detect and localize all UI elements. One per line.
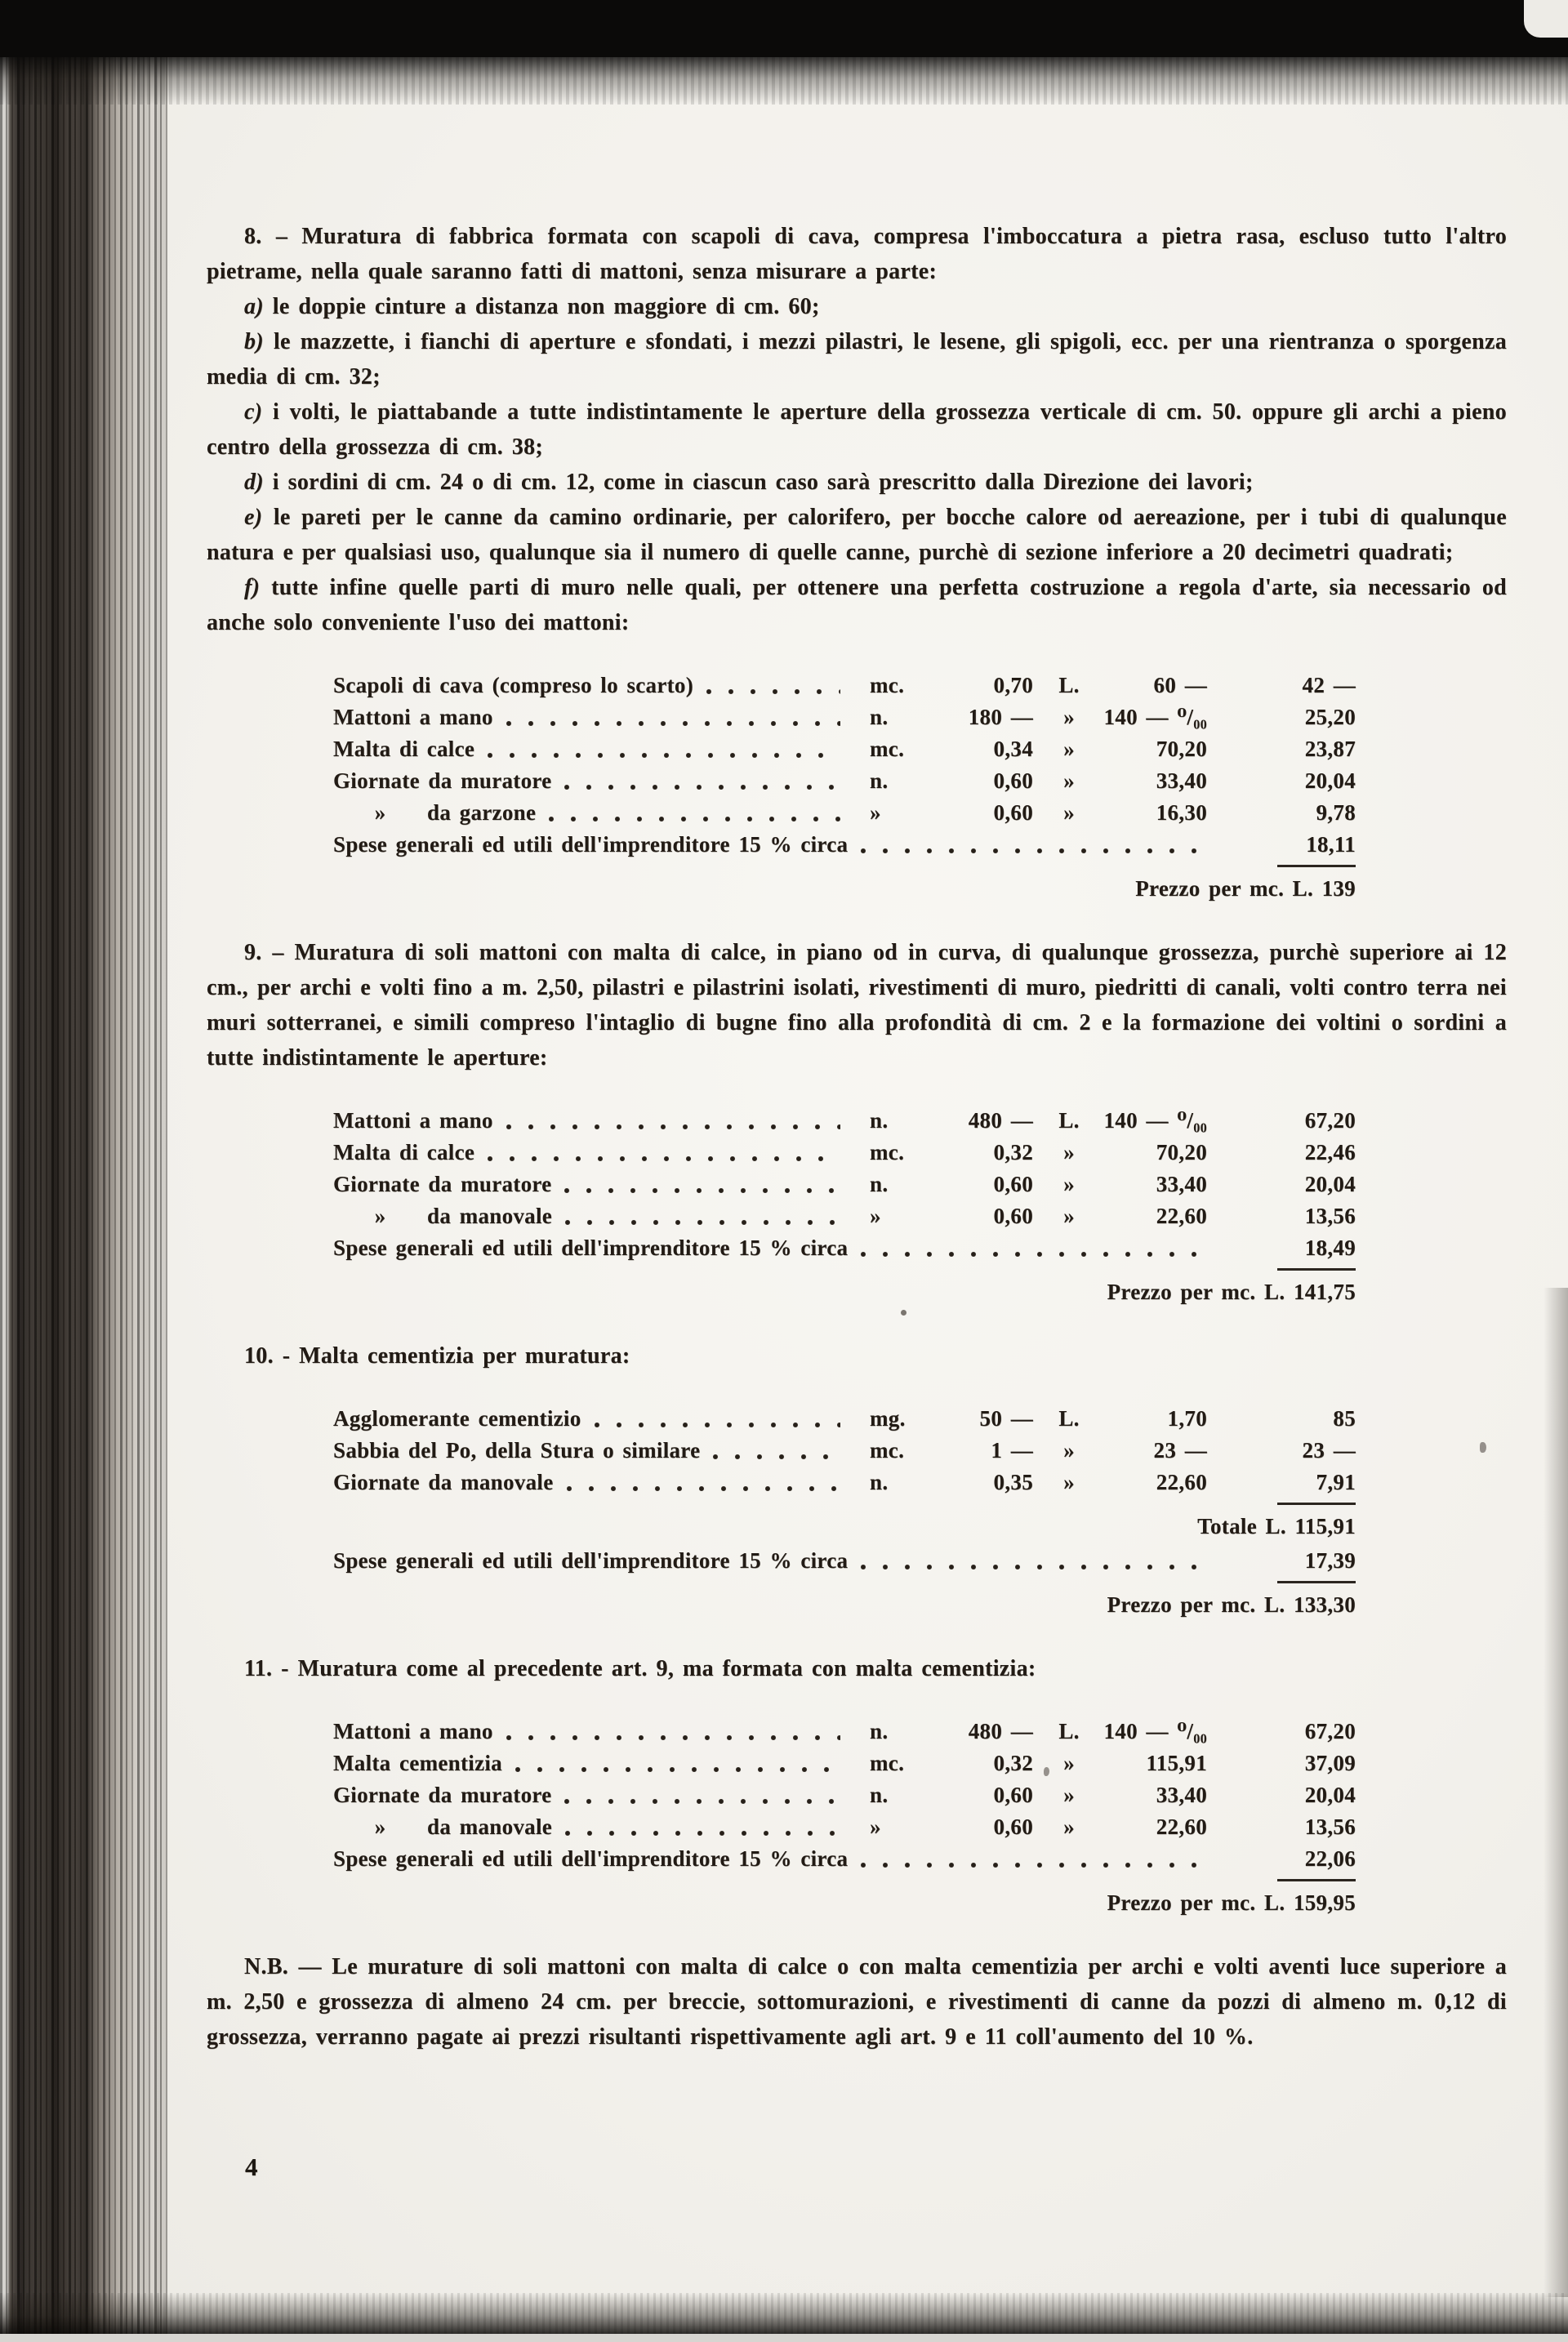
scan-corner-notch (1524, 0, 1568, 38)
row-amount: 67,20 (1304, 1719, 1356, 1743)
row-quantity: 0,60 (993, 800, 1033, 825)
amount-underline (1277, 1581, 1356, 1583)
row-quantity: 1 — (991, 1438, 1033, 1463)
expenses-label: Spese generali ed utili dell'imprenditore 15 % circa (333, 1846, 849, 1871)
row-quantity: 0,60 (993, 1204, 1033, 1228)
row-unit-price: 22,60 (1156, 1814, 1207, 1839)
ditto-mark: » (374, 800, 386, 825)
row-quantity: 480 — (968, 1719, 1033, 1743)
dot-leader (506, 1735, 840, 1740)
table-row (333, 765, 1356, 797)
expenses-row (333, 1843, 1356, 1875)
row-unit: n. (870, 1470, 889, 1494)
price-total-line: Prezzo per mc. L. 139 (1135, 876, 1356, 901)
row-currency: » (1063, 1783, 1075, 1807)
article-8-intro: 8. – Muratura di fabbrica formata con scapoli di cava, compresa l'imboccatura a pietra rasa, escluso tutto l'altro pietrame, nella quale saranno fatti di mattoni, senza misurare a parte: (207, 224, 1507, 284)
dot-leader (706, 689, 840, 694)
expenses-row (333, 829, 1356, 861)
row-quantity: 0,70 (993, 673, 1033, 697)
row-quantity: 0,60 (993, 1172, 1033, 1196)
row-desc: da garzone (427, 800, 537, 825)
row-unit-price: 16,30 (1156, 800, 1207, 825)
row-quantity: 0,60 (993, 1783, 1033, 1807)
row-unit: n. (870, 1172, 889, 1196)
row-unit-price: 115,91 (1146, 1751, 1207, 1775)
price-table-article-11 (333, 1716, 1356, 1921)
row-unit: mc. (870, 1751, 905, 1775)
dot-leader (488, 753, 840, 758)
article-8-clause-f (207, 570, 1507, 640)
row-amount: 25,20 (1304, 705, 1356, 729)
row-quantity: 0,32 (993, 1751, 1033, 1775)
table-row (333, 1137, 1356, 1169)
row-desc: Scapoli di cava (compreso lo scarto) (333, 673, 693, 697)
table-row (333, 1779, 1356, 1811)
price-table-article-10 (333, 1403, 1356, 1623)
row-unit-price: 60 — (1153, 673, 1207, 697)
row-amount: 23,87 (1304, 737, 1356, 761)
row-desc: Malta cementizia (333, 1751, 502, 1775)
row-currency: » (1063, 1470, 1075, 1494)
row-currency: » (1063, 768, 1075, 793)
page-body (207, 219, 1507, 2055)
row-quantity: 0,32 (993, 1140, 1033, 1164)
expenses-amount: 17,39 (1304, 1548, 1356, 1573)
page-number: 4 (245, 2153, 258, 2181)
clause-letter: b) (244, 329, 264, 354)
table-row (333, 1169, 1356, 1200)
row-unit: n. (870, 1108, 889, 1133)
expenses-amount: 18,11 (1306, 832, 1356, 857)
clause-letter: a) (244, 294, 264, 319)
dot-leader (861, 1863, 1214, 1868)
row-currency: L. (1058, 1108, 1080, 1133)
row-currency: L. (1058, 1719, 1080, 1743)
price-table-article-8 (333, 670, 1356, 907)
row-amount: 13,56 (1304, 1814, 1356, 1839)
price-total-line: Prezzo per mc. L. 133,30 (1107, 1592, 1356, 1617)
row-amount: 7,91 (1316, 1470, 1356, 1494)
dot-leader (861, 1565, 1214, 1569)
table-row (333, 1105, 1356, 1137)
article-8-clause-d (207, 465, 1507, 500)
row-quantity: 0,35 (993, 1470, 1033, 1494)
row-unit: mg. (870, 1406, 906, 1431)
ditto-mark: » (374, 1204, 386, 1228)
row-unit: n. (870, 1783, 889, 1807)
subtotal-line: Totale L. 115,91 (1197, 1514, 1356, 1538)
scan-right-shade (1544, 1288, 1568, 2297)
row-unit: » (870, 800, 881, 825)
row-unit-price: 70,20 (1156, 1140, 1207, 1164)
row-unit: n. (870, 1719, 889, 1743)
amount-underline (1277, 1503, 1356, 1505)
table-row (333, 1200, 1356, 1232)
article-11-heading: 11. - Muratura come al precedente art. 9, ma formata con malta cementizia: (244, 1656, 1036, 1681)
article-9-intro: 9. – Muratura di soli mattoni con malta di calce, in piano od in curva, di qualunque grossezza, purchè superiore ai 12 cm., per archi e volti fino a m. 2,50, pilastri e pilastrini isolati, rivestimenti di muro, piedritti di canali, volti contro terra nei muri sotterranei, e simili compreso l'intaglio di bugne fino alla profondità di cm. 2 e la formazione dei voltini o sordini a tutte indistintamente le aperture: (207, 940, 1507, 1071)
clause-letter: d) (244, 470, 264, 495)
row-desc: Mattoni a mano (333, 1108, 493, 1133)
expenses-row (333, 1545, 1356, 1577)
article-8-clause-b (207, 324, 1507, 394)
dot-leader (565, 1220, 840, 1225)
row-unit: » (870, 1814, 881, 1839)
row-currency: L. (1058, 1406, 1080, 1431)
row-currency: » (1063, 800, 1075, 825)
row-unit-price: 70,20 (1156, 737, 1207, 761)
row-unit-price: 33,40 (1156, 1783, 1207, 1807)
article-8-clause-c (207, 394, 1507, 465)
note-paragraph: N.B. — Le murature di soli mattoni con malta di calce o con malta cementizia per archi e volti aventi luce superiore a m. 2,50 e grossezza di almeno 24 cm. per breccie, sottomurazioni, e rivestimenti di canne da pozzi di almeno m. 0,12 di grossezza, verranno pagate ai prezzi risultanti rispettivamente agli art. 9 e 11 coll'aumento del 10 %. (207, 1954, 1507, 2050)
row-quantity: 0,60 (993, 1814, 1033, 1839)
row-unit-price: 140 — ⁰/₀₀ (1103, 1108, 1207, 1133)
dot-leader (488, 1156, 840, 1161)
row-amount: 42 — (1302, 673, 1356, 697)
scanner-bed-strip (0, 2334, 1568, 2342)
table-row (333, 1811, 1356, 1843)
row-currency: » (1063, 1814, 1075, 1839)
row-unit-price: 33,40 (1156, 768, 1207, 793)
row-desc: Giornate da muratore (333, 1172, 552, 1196)
table-row (333, 1467, 1356, 1498)
clause-letter: f) (244, 575, 261, 600)
table-row (333, 1716, 1356, 1748)
row-quantity: 50 — (979, 1406, 1033, 1431)
row-desc: Sabbia del Po, della Stura o similare (333, 1438, 701, 1463)
row-unit: mc. (870, 1438, 905, 1463)
row-amount: 23 — (1302, 1438, 1356, 1463)
table-row (333, 1403, 1356, 1435)
row-quantity: 0,60 (993, 768, 1033, 793)
price-total-line: Prezzo per mc. L. 141,75 (1107, 1280, 1356, 1304)
dot-leader (515, 1767, 840, 1772)
ditto-mark: » (374, 1814, 386, 1839)
expenses-label: Spese generali ed utili dell'imprenditore 15 % circa (333, 1548, 849, 1573)
expenses-amount: 18,49 (1304, 1236, 1356, 1260)
row-desc: Agglomerante cementizio (333, 1406, 581, 1431)
row-desc: Giornate da muratore (333, 768, 552, 793)
dot-leader (506, 721, 840, 726)
row-amount: 20,04 (1304, 1783, 1356, 1807)
scan-top-band (0, 0, 1568, 57)
row-quantity: 480 — (968, 1108, 1033, 1133)
row-unit-price: 23 — (1153, 1438, 1207, 1463)
row-amount: 9,78 (1316, 800, 1356, 825)
dot-leader (564, 785, 840, 790)
row-amount: 67,20 (1304, 1108, 1356, 1133)
row-unit: n. (870, 768, 889, 793)
row-desc: da manovale (427, 1814, 553, 1839)
row-unit-price: 22,60 (1156, 1204, 1207, 1228)
row-unit-price: 140 — ⁰/₀₀ (1103, 1719, 1207, 1743)
article-8-clause-e (207, 500, 1507, 570)
price-table-article-9 (333, 1105, 1356, 1311)
dot-leader (549, 817, 840, 821)
clause-text: le pareti per le canne da camino ordinarie, per calorifero, per bocche calore od aereazione, per i tubi di qualunque natura e per qualsiasi uso, qualunque sia il numero di quelle canne, purchè di sezione inferiore a 20 decimetri quadrati; (207, 505, 1507, 565)
amount-underline (1277, 1879, 1356, 1881)
row-desc: Mattoni a mano (333, 1719, 493, 1743)
clause-letter: c) (244, 399, 263, 425)
row-currency: » (1063, 1140, 1075, 1164)
table-row (333, 701, 1356, 733)
clause-letter: e) (244, 505, 263, 530)
article-10-heading: 10. - Malta cementizia per muratura: (244, 1343, 630, 1369)
dot-leader (567, 1486, 841, 1491)
row-amount: 20,04 (1304, 1172, 1356, 1196)
table-row (333, 733, 1356, 765)
dot-leader (506, 1124, 840, 1129)
row-currency: L. (1058, 673, 1080, 697)
expenses-amount: 22,06 (1304, 1846, 1356, 1871)
row-currency: » (1063, 1751, 1075, 1775)
table-row (333, 1748, 1356, 1779)
article-8-clause-a (207, 289, 1507, 324)
row-unit-price: 140 — ⁰/₀₀ (1103, 705, 1207, 729)
dot-leader (861, 848, 1214, 853)
row-amount: 22,46 (1304, 1140, 1356, 1164)
row-desc: Giornate da manovale (333, 1470, 554, 1494)
table-row (333, 670, 1356, 701)
dot-leader (595, 1423, 840, 1427)
row-quantity: 180 — (968, 705, 1033, 729)
row-currency: » (1063, 1172, 1075, 1196)
row-currency: » (1063, 705, 1075, 729)
table-row (333, 797, 1356, 829)
dot-leader (861, 1252, 1214, 1257)
row-desc: Giornate da muratore (333, 1783, 552, 1807)
clause-text: le doppie cinture a distanza non maggiore di cm. 60; (272, 294, 820, 319)
row-unit: mc. (870, 737, 905, 761)
expenses-label: Spese generali ed utili dell'imprenditore 15 % circa (333, 1236, 849, 1260)
dot-leader (564, 1188, 840, 1193)
row-desc: Malta di calce (333, 737, 475, 761)
dot-leader (713, 1454, 840, 1459)
row-desc: Malta di calce (333, 1140, 475, 1164)
row-desc: da manovale (427, 1204, 553, 1228)
scan-top-band-fade (0, 57, 1568, 105)
table-row (333, 1435, 1356, 1467)
clause-text: le mazzette, i fianchi di aperture e sfondati, i mezzi pilastri, le lesene, gli spigoli, ecc. per una rientranza o sporgenza media di cm. 32; (207, 329, 1507, 390)
row-currency: » (1063, 737, 1075, 761)
price-total-line: Prezzo per mc. L. 159,95 (1107, 1890, 1356, 1915)
expenses-label: Spese generali ed utili dell'imprenditore 15 % circa (333, 832, 849, 857)
dot-leader (564, 1799, 840, 1804)
amount-underline (1277, 865, 1356, 867)
row-amount: 37,09 (1304, 1751, 1356, 1775)
row-amount: 85 (1333, 1406, 1356, 1431)
clause-text: i sordini di cm. 24 o di cm. 12, come in ciascun caso sarà prescritto dalla Direzione dei lavori; (272, 470, 1254, 495)
amount-underline (1277, 1268, 1356, 1271)
clause-text: i volti, le piattabande a tutte indistintamente le aperture della grossezza verticale di cm. 50. oppure gli archi a pieno centro della grossezza di cm. 38; (207, 399, 1507, 460)
row-currency: » (1063, 1204, 1075, 1228)
book-gutter-shadow (0, 0, 167, 2342)
row-unit: mc. (870, 1140, 905, 1164)
dot-leader (565, 1831, 840, 1836)
row-unit-price: 22,60 (1156, 1470, 1207, 1494)
row-unit-price: 1,70 (1167, 1406, 1207, 1431)
expenses-row (333, 1232, 1356, 1264)
row-quantity: 0,34 (993, 737, 1033, 761)
row-unit: mc. (870, 673, 905, 697)
row-desc: Mattoni a mano (333, 705, 493, 729)
scan-bottom-shadow (0, 2293, 1568, 2334)
row-unit-price: 33,40 (1156, 1172, 1207, 1196)
row-amount: 20,04 (1304, 768, 1356, 793)
row-amount: 13,56 (1304, 1204, 1356, 1228)
row-unit: n. (870, 705, 889, 729)
row-unit: » (870, 1204, 881, 1228)
row-currency: » (1063, 1438, 1075, 1463)
clause-text: tutte infine quelle parti di muro nelle quali, per ottenere una perfetta costruzione a regola d'arte, sia necessario od anche solo conveniente l'uso dei mattoni: (207, 575, 1507, 635)
